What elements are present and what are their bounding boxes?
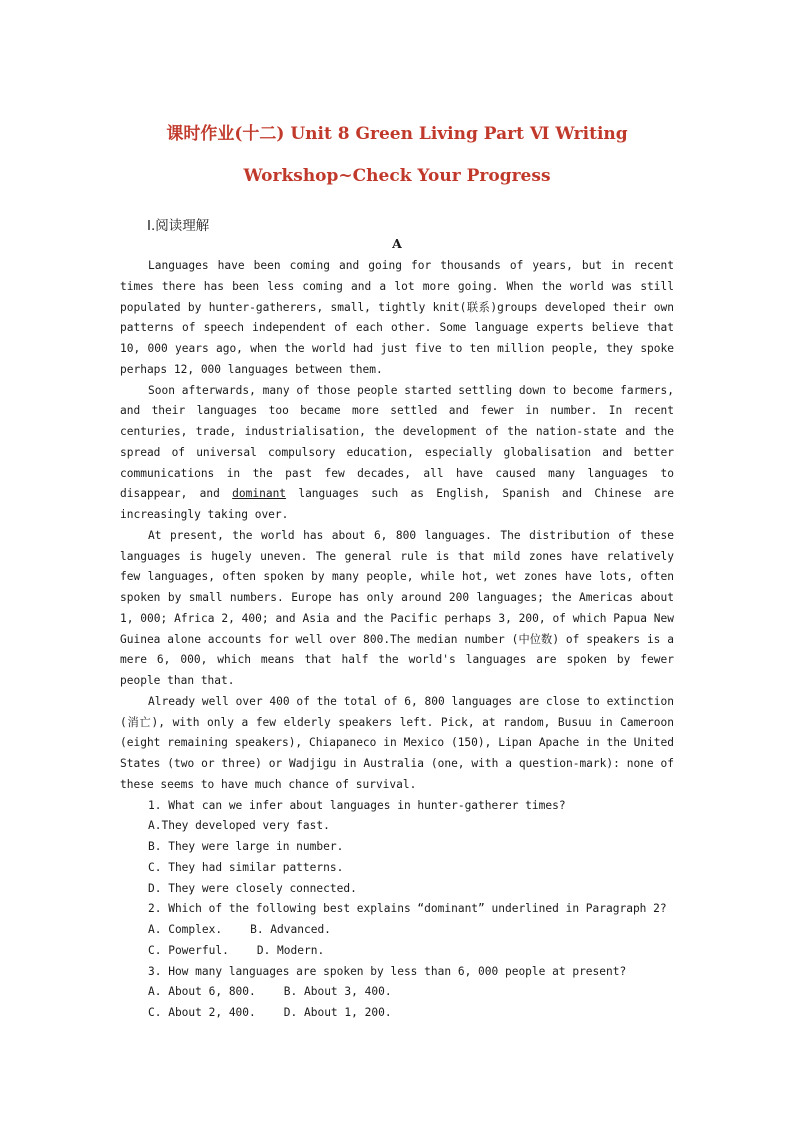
question-3-options-cd	[120, 1003, 674, 1024]
page-title-line-1: 课时作业(十二) Unit 8 Green Living Part Ⅵ Writing	[166, 124, 628, 144]
question-2: 2. Which of the following best explains “dominant” underlined in Paragraph 2?	[148, 902, 667, 916]
question-2-options-ab	[120, 920, 674, 941]
question-3-option-c: C. About 2, 400.	[148, 1006, 256, 1019]
question-3-options-ab	[120, 982, 674, 1003]
paragraph-2-text-after: languages such as English, Spanish and Chinese are increasingly taking over.	[120, 487, 674, 521]
question-3-option-d: D. About 1, 200.	[283, 1006, 392, 1019]
question-1: 1. What can we infer about languages in hunter-gatherer times?	[148, 798, 566, 812]
question-3-option-b: B. About 3, 400.	[283, 985, 392, 999]
question-2-option-d: D. Modern.	[256, 943, 325, 957]
title-block	[120, 113, 674, 197]
section-heading: Ⅰ.阅读理解	[147, 218, 210, 234]
page-title-line-2: Workshop~Check Your Progress	[243, 166, 551, 186]
question-1-option-b: B. They were large in number.	[148, 840, 344, 853]
question-3-option-a: A. About 6, 800.	[148, 985, 256, 999]
question-3: 3. How many languages are spoken by less than 6, 000 people at present?	[148, 964, 627, 978]
underlined-word: dominant	[232, 487, 287, 501]
paragraph-4: Already well over 400 of the total of 6, 800 languages are close to extinction (消亡), with only a few elderly speakers left. Pick, at random, Busuu in Cameroon (eight remaining speakers), Chiapaneco in Mexico (150), Lipan Apache in the United States (two or three) or Wadjigu in Australia (one, with a question-mark): none of these seems to have much chance of survival.	[120, 694, 674, 791]
question-2-option-b: B. Advanced.	[250, 923, 331, 936]
paragraph-1: Languages have been coming and going for thousands of years, but in recent times there has been less coming and a lot more going. When the world was still populated by hunter-gatherers, small, tightly knit(联系)groups developed their own patterns of speech independent of each other. Some language experts believe that 10, 000 years ago, when the world had just five to ten million people, they spoke perhaps 12, 000 languages between them.	[120, 259, 674, 376]
passage-letter: A	[392, 236, 402, 251]
paragraph-2	[120, 381, 674, 526]
question-2-option-c: C. Powerful.	[148, 943, 229, 957]
question-2-options-cd	[120, 941, 674, 962]
paragraph-3: At present, the world has about 6, 800 languages. The distribution of these languages is hugely uneven. The general rule is that mild zones have relatively few languages, often spoken by many people, while hot, wet zones have lots, often spoken by small numbers. Europe has only around 200 languages; the Americas about 1, 000; Africa 2, 400; and Asia and the Pacific perhaps 3, 200, of which Papua New Guinea alone accounts for well over 800.The median number (中位数) of speakers is a mere 6, 000, which means that half the world's languages are spoken by fewer people than that.	[120, 528, 674, 687]
paragraph-2-text-before: Soon afterwards, many of those people started settling down to become farmers, and their languages too became more settled and fewer in number. In recent centuries, trade, industrialisation, the development of the nation-state and the spread of universal compulsory education, especially globalisation and better communications in the past few decades, all have caused many languages to disappear, and	[120, 383, 674, 501]
question-2-option-a: A. Complex.	[148, 923, 223, 936]
question-1-option-d: D. They were closely connected.	[148, 881, 357, 895]
question-1-option-a: A.They developed very fast.	[148, 819, 330, 833]
question-1-option-c: C. They had similar patterns.	[148, 860, 344, 874]
passage-body	[120, 256, 674, 1024]
